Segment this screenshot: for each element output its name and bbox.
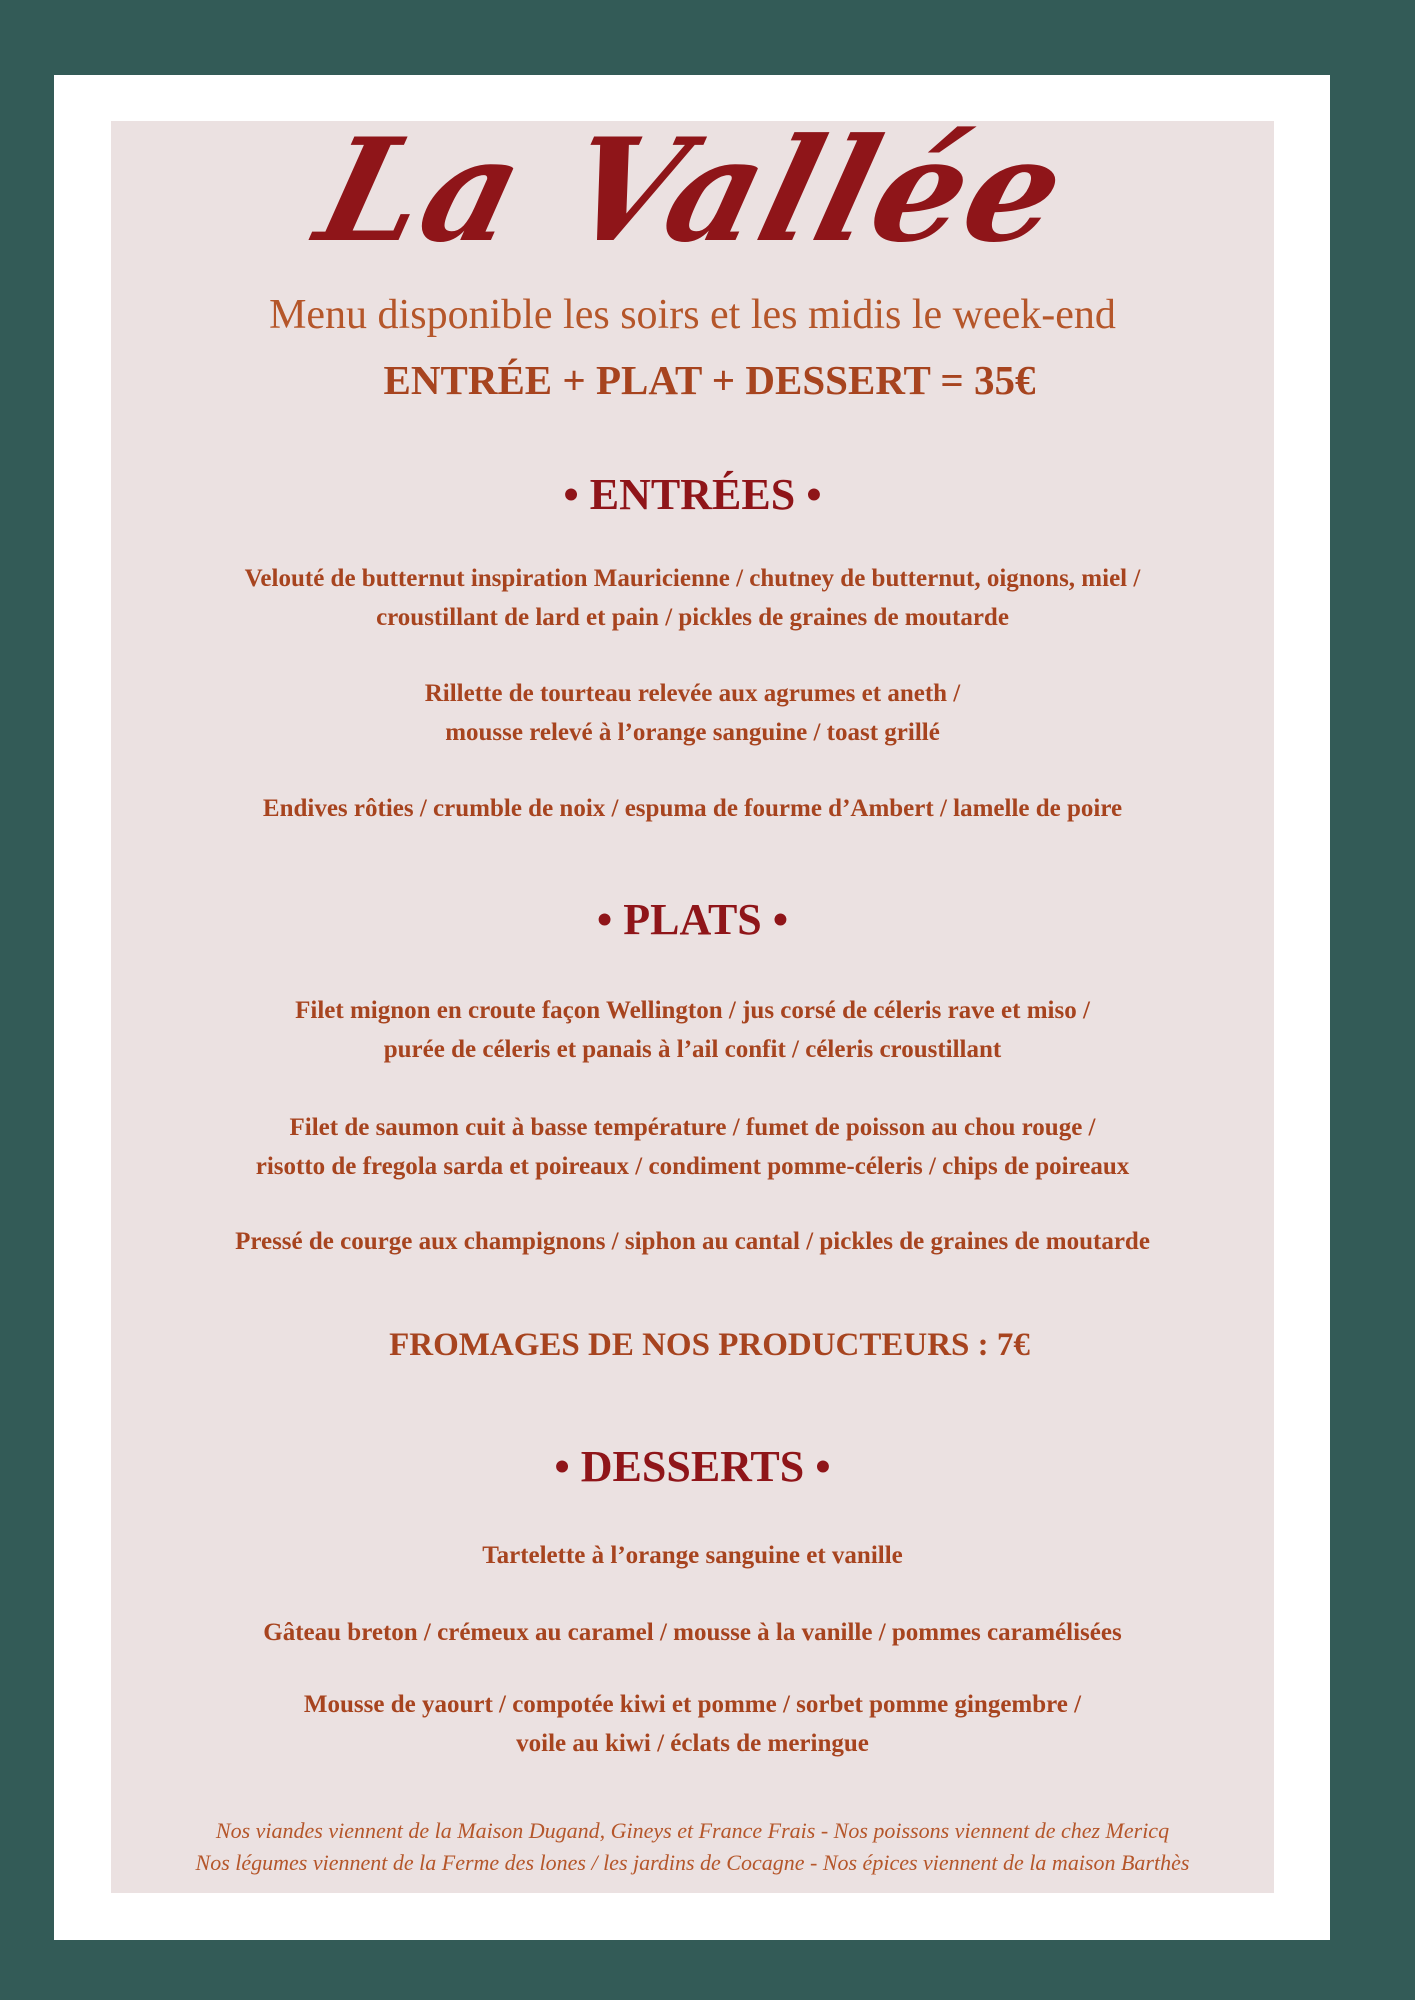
restaurant-title: La Vallée — [303, 108, 1082, 274]
plat-item-line: Filet mignon en croute façon Wellington / jus corsé de céleris rave et miso / — [295, 997, 1090, 1024]
dessert-item — [111, 1685, 1274, 1763]
plat-item-line: Pressé de courge aux champignons / siphon au cantal / pickles de graines de moutarde — [235, 1228, 1150, 1255]
dessert-item-line: Gâteau breton / crémeux au caramel / mousse à la vanille / pommes caramélisées — [263, 1619, 1122, 1646]
entree-item-line: croustillant de lard et pain / pickles de graines de moutarde — [376, 604, 1009, 631]
entree-item-line: Endives rôties / crumble de noix / espuma de fourme d’Ambert / lamelle de poire — [262, 795, 1123, 822]
entree-item — [111, 789, 1274, 828]
dessert-item — [111, 1536, 1274, 1575]
plat-item — [111, 1222, 1274, 1261]
dessert-item — [111, 1613, 1274, 1652]
plat-item-line: risotto de fregola sarda et poireaux / condiment pomme-céleris / chips de poireaux — [255, 1153, 1130, 1180]
entree-item-line: mousse relevé à l’orange sanguine / toast grillé — [445, 719, 940, 746]
plat-item-line: purée de céleris et panais à l’ail confit / céleris croustillant — [383, 1036, 1002, 1063]
cheese-offer: FROMAGES DE NOS PRODUCTEURS : 7€ — [389, 1327, 1030, 1363]
suppliers-line: Nos viandes viennent de la Maison Dugand, Gineys et France Frais - Nos poissons viennent de chez Mericq — [215, 1818, 1170, 1843]
dessert-item-line: Tartelette à l’orange sanguine et vanille — [482, 1542, 903, 1569]
entrees-heading: • ENTRÉES • — [563, 470, 822, 519]
plat-item — [111, 1108, 1274, 1186]
plat-item — [111, 991, 1274, 1069]
entree-item — [111, 559, 1274, 637]
dessert-item-line: voile au kiwi / éclats de meringue — [516, 1730, 869, 1757]
entree-item-line: Velouté de butternut inspiration Mauricienne / chutney de butternut, oignons, miel / — [244, 565, 1141, 592]
dessert-item-line: Mousse de yaourt / compotée kiwi et pomme / sorbet pomme gingembre / — [303, 1691, 1082, 1718]
suppliers-line: Nos légumes viennent de la Ferme des lones / les jardins de Cocagne - Nos épices viennent de la maison Barthès — [195, 1850, 1190, 1875]
menu-price-formula: ENTRÉE + PLAT + DESSERT = 35€ — [383, 357, 1036, 403]
menu-availability: Menu disponible les soirs et les midis le week-end — [269, 292, 1116, 338]
plats-heading: • PLATS • — [596, 895, 789, 944]
entree-item — [111, 674, 1274, 752]
suppliers-note — [111, 1815, 1274, 1879]
plat-item-line: Filet de saumon cuit à basse température / fumet de poisson au chou rouge / — [289, 1114, 1096, 1141]
entree-item-line: Rillette de tourteau relevée aux agrumes et aneth / — [424, 680, 961, 707]
desserts-heading: • DESSERTS • — [554, 1442, 831, 1491]
